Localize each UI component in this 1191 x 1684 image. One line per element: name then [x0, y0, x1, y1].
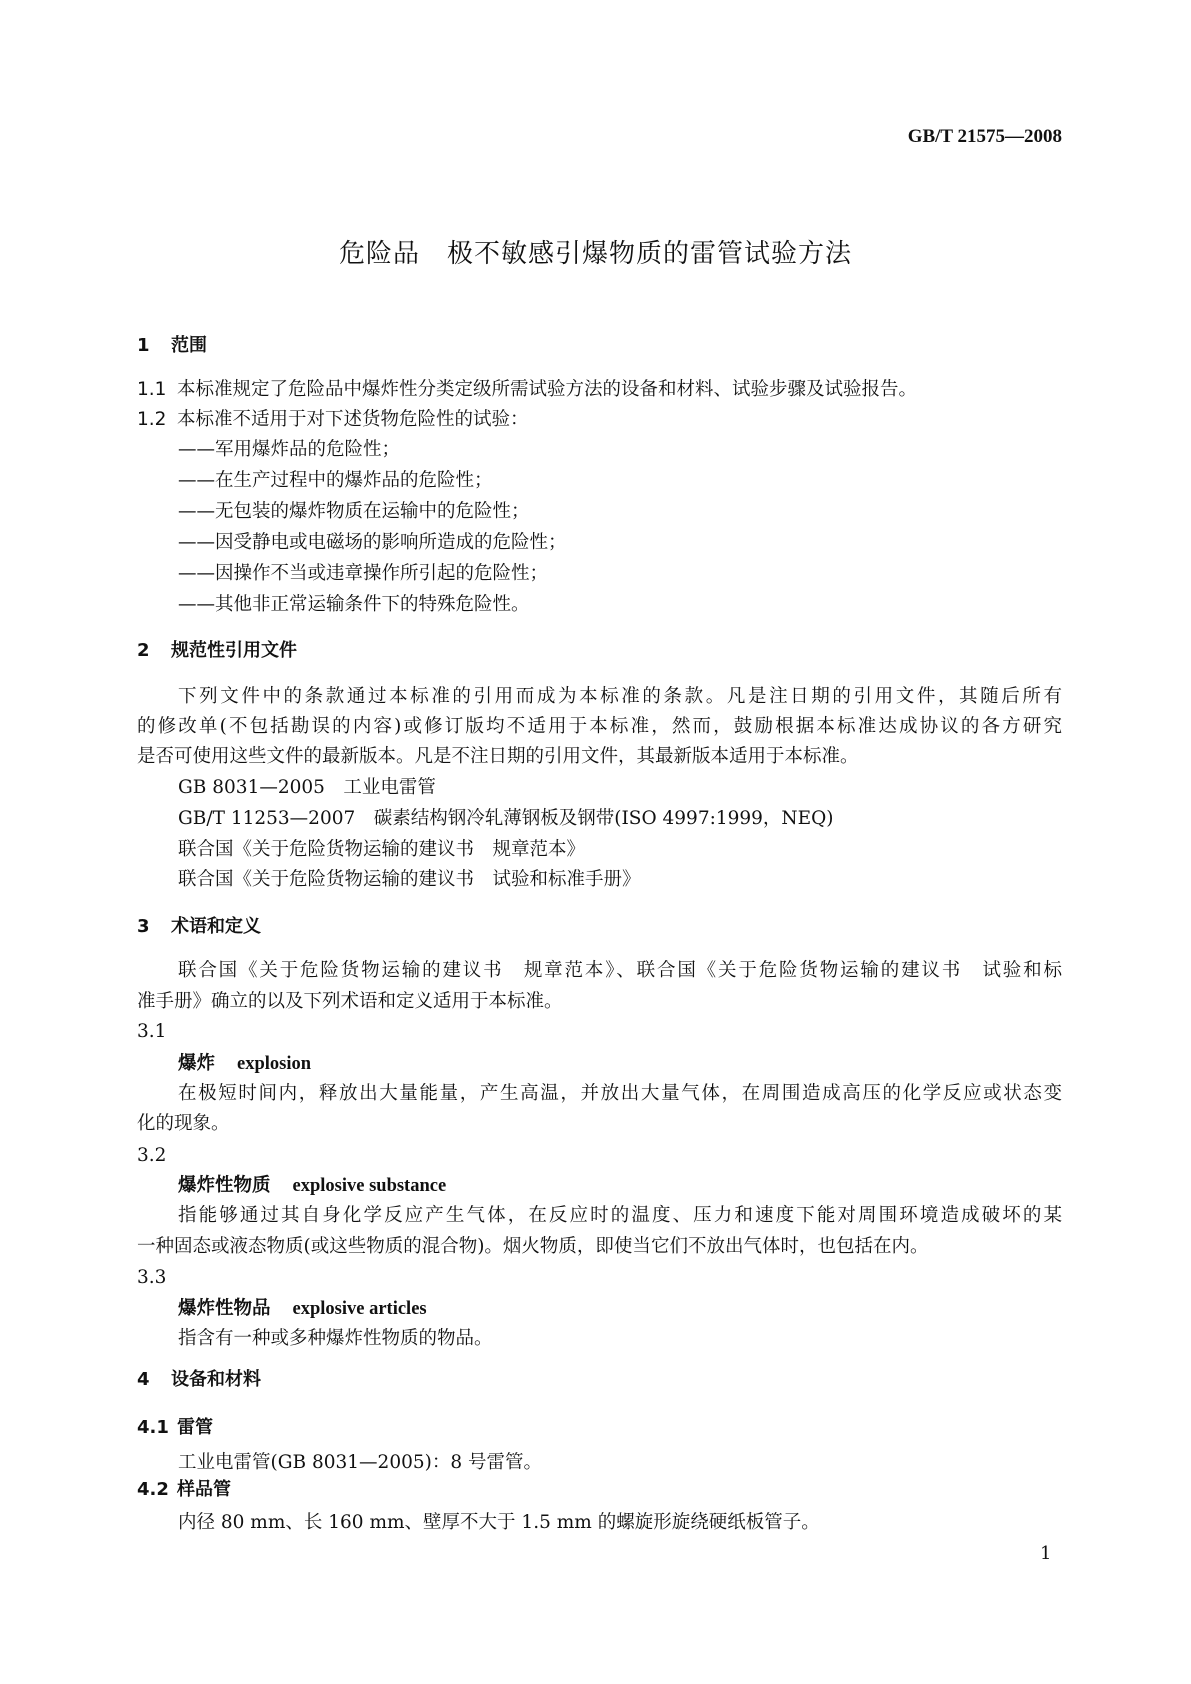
section-title: 术语和定义 — [171, 916, 261, 937]
section-title: 规范性引用文件 — [171, 640, 297, 661]
reference-item: 联合国《关于危险货物运输的建议书 试验和标准手册》 — [178, 869, 641, 890]
section-4-heading — [137, 1368, 261, 1392]
subsection-text: 工业电雷管(GB 8031—2005)：8 号雷管。 — [178, 1452, 543, 1473]
definition-line: 在极短时间内，释放出大量能量，产生高温，并放出大量气体，在周围造成高压的化学反应或状态变 — [178, 1083, 1062, 1104]
clause-number: 1.1 — [137, 379, 167, 400]
clause-1-2 — [137, 408, 529, 432]
subsection-4-2-heading — [137, 1478, 231, 1502]
term-zh: 爆炸 — [178, 1053, 216, 1074]
subsection-title: 样品管 — [177, 1479, 231, 1500]
section-title: 设备和材料 — [171, 1369, 261, 1390]
definition-line: 一种固态或液态物质(或这些物质的混合物)。烟火物质，即使当它们不放出气体时，也包括在内。 — [137, 1236, 929, 1257]
list-item: ——在生产过程中的爆炸品的危险性； — [178, 470, 493, 491]
definition-line: 化的现象。 — [137, 1113, 230, 1134]
list-item: ——军用爆炸品的危险性； — [178, 439, 401, 460]
list-item: ——无包装的爆炸物质在运输中的危险性； — [178, 501, 530, 522]
clause-text: 本标准规定了危险品中爆炸性分类定级所需试验方法的设备和材料、试验步骤及试验报告。 — [177, 379, 918, 400]
term-name — [178, 1297, 427, 1321]
term-name — [178, 1052, 311, 1076]
term-zh: 爆炸性物质 — [178, 1175, 271, 1196]
reference-item: GB/T 11253—2007 碳素结构钢冷轧薄钢板及钢带(ISO 4997:1999，NEQ) — [178, 808, 834, 829]
reference-item: GB 8031—2005 工业电雷管 — [178, 777, 436, 798]
subsection-4-1-heading — [137, 1416, 213, 1440]
paragraph-line: 是否可使用这些文件的最新版本。凡是不注日期的引用文件，其最新版本适用于本标准。 — [137, 746, 859, 767]
paragraph-line: 准手册》确立的以及下列术语和定义适用于本标准。 — [137, 991, 563, 1012]
paragraph-line: 的修改单(不包括勘误的内容)或修订版均不适用于本标准，然而，鼓励根据本标准达成协议的各方研究 — [137, 716, 1062, 737]
section-title: 范围 — [171, 335, 207, 356]
document-title: 危险品 极不敏感引爆物质的雷管试验方法 — [338, 239, 852, 269]
clause-number: 1.2 — [137, 409, 167, 430]
term-name — [178, 1174, 446, 1198]
section-number: 4 — [137, 1369, 150, 1390]
standard-number: GB/T 21575—2008 — [907, 126, 1062, 147]
section-3-heading — [137, 915, 261, 939]
clause-text: 本标准不适用于对下述货物危险性的试验： — [177, 409, 529, 430]
section-number: 2 — [137, 640, 150, 661]
term-number: 3.1 — [137, 1021, 167, 1042]
definition-line: 指能够通过其自身化学反应产生气体，在反应时的温度、压力和速度下能对周围环境造成破坏的某 — [178, 1205, 1062, 1226]
term-number: 3.3 — [137, 1267, 167, 1288]
term-zh: 爆炸性物品 — [178, 1298, 271, 1319]
paragraph-line: 联合国《关于危险货物运输的建议书 规章范本》、联合国《关于危险货物运输的建议书 试验和标 — [178, 960, 1062, 981]
term-en: explosive articles — [292, 1299, 427, 1319]
section-number: 1 — [137, 335, 150, 356]
page-number: 1 — [1040, 1543, 1052, 1564]
reference-item: 联合国《关于危险货物运输的建议书 规章范本》 — [178, 839, 586, 860]
clause-number: 4.2 — [137, 1479, 169, 1500]
subsection-title: 雷管 — [177, 1417, 213, 1438]
section-number: 3 — [137, 916, 150, 937]
list-item: ——因操作不当或违章操作所引起的危险性； — [178, 563, 549, 584]
section-1-heading — [137, 334, 207, 358]
list-item: ——因受静电或电磁场的影响所造成的危险性； — [178, 532, 567, 553]
subsection-text: 内径 80 mm、长 160 mm、壁厚不大于 1.5 mm 的螺旋形旋绕硬纸板管子。 — [178, 1512, 820, 1533]
clause-number: 4.1 — [137, 1417, 169, 1438]
clause-1-1 — [137, 378, 917, 402]
list-item: ——其他非正常运输条件下的特殊危险性。 — [178, 594, 530, 615]
term-en: explosion — [237, 1054, 312, 1074]
term-number: 3.2 — [137, 1145, 167, 1166]
term-en: explosive substance — [292, 1176, 447, 1196]
paragraph-line: 下列文件中的条款通过本标准的引用而成为本标准的条款。凡是注日期的引用文件，其随后所有 — [178, 686, 1062, 707]
definition-line: 指含有一种或多种爆炸性物质的物品。 — [178, 1328, 493, 1349]
section-2-heading — [137, 639, 297, 663]
